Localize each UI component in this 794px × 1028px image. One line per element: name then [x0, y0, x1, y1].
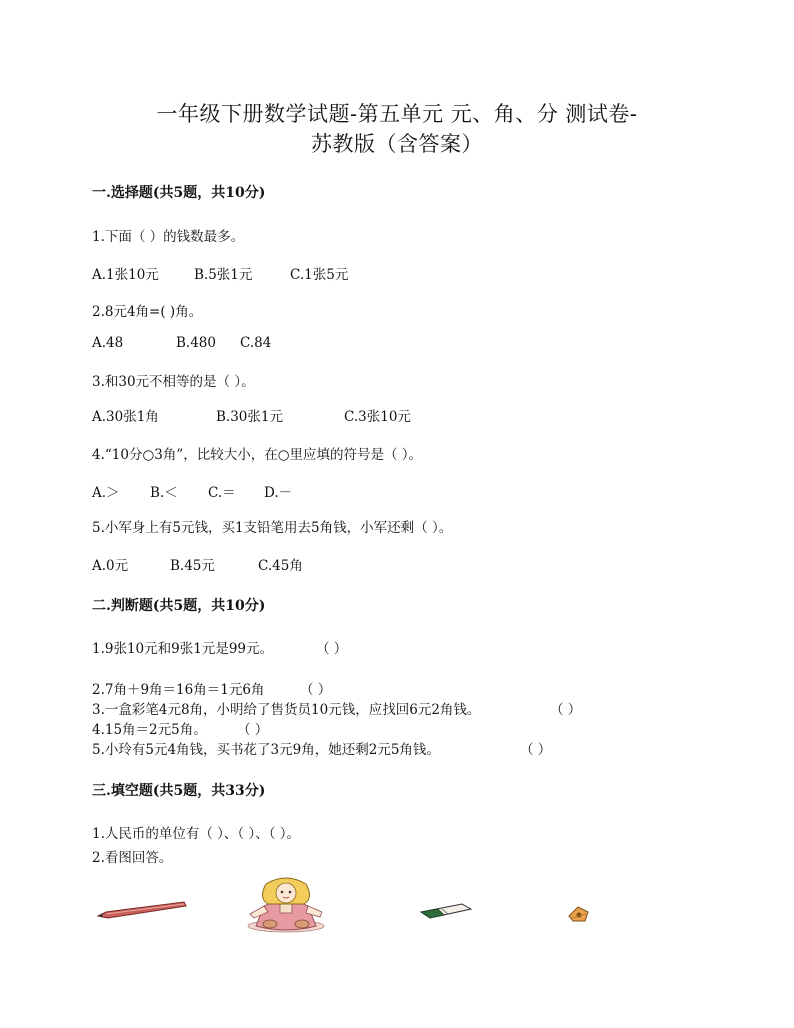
option-c[interactable]: C.＝ [208, 485, 236, 501]
option-a[interactable]: A.30张1角 [92, 409, 159, 425]
judge-answer-blank-2[interactable]: （ ） [300, 682, 332, 698]
judge-question-5: 5.小玲有5元4角钱，买书花了3元9角，她还剩2元5角钱。 [92, 742, 440, 758]
choice-options-1 [92, 263, 348, 283]
option-a[interactable]: A.48 [92, 335, 124, 351]
choice-question-4: 4.“10分○3角”，比较大小，在○里应填的符号是（ ）。 [92, 447, 423, 463]
judge-answer-blank-5[interactable]: （ ） [520, 742, 552, 758]
option-b[interactable]: B.5张1元 [194, 267, 253, 283]
judge-question-4: 4.15角＝2元5角。 [92, 722, 207, 738]
option-b[interactable]: B.480 [176, 335, 216, 351]
fill-question-2: 2.看图回答。 [92, 850, 173, 866]
judge-answer-blank-3[interactable]: （ ） [550, 702, 582, 718]
choice-question-1: 1.下面（ ）的钱数最多。 [92, 229, 245, 245]
option-b[interactable]: B.45元 [170, 558, 215, 574]
option-c[interactable]: C.1张5元 [290, 267, 349, 283]
choice-question-3: 3.和30元不相等的是（ ）。 [92, 374, 255, 390]
choice-options-5 [92, 554, 303, 574]
judge-question-2: 2.7角＋9角＝16角＝1元6角 [92, 682, 265, 698]
option-a[interactable]: A.1张10元 [92, 267, 159, 283]
choice-question-5: 5.小军身上有5元钱，买1支铅笔用去5角钱，小军还剩（ ）。 [92, 520, 453, 536]
option-d[interactable]: D.－ [264, 485, 293, 501]
section-heading-fill: 三.填空题(共5题，共33分) [92, 783, 266, 799]
judge-question-1: 1.9张10元和9张1元是99元。 [92, 641, 274, 657]
page-title-line2: 苏教版（含答案） [311, 132, 483, 156]
option-a[interactable]: A.0元 [92, 558, 129, 574]
option-b[interactable]: B.＜ [150, 485, 178, 501]
choice-options-3 [92, 405, 411, 425]
judge-answer-blank-4[interactable]: （ ） [237, 722, 269, 738]
doll-icon [240, 876, 332, 934]
choice-question-2: 2.8元4角=( )角。 [92, 304, 203, 320]
option-a[interactable]: A.＞ [92, 485, 120, 501]
judge-answer-blank-1[interactable]: （ ） [316, 641, 348, 657]
pencil-icon [96, 898, 188, 922]
page-title-line1: 一年级下册数学试题-第五单元 元、角、分 测试卷- [156, 102, 638, 126]
option-b[interactable]: B.30张1元 [216, 409, 283, 425]
judge-question-3: 3.一盒彩笔4元8角，小明给了售货员10元钱，应找回6元2角钱。 [92, 702, 481, 718]
option-c[interactable]: C.84 [240, 335, 272, 351]
option-c[interactable]: C.45角 [258, 558, 303, 574]
sharpener-icon [566, 904, 592, 924]
fill-question-1: 1.人民币的单位有（ ）、（ ）、（ ）。 [92, 826, 301, 842]
section-heading-judge: 二.判断题(共5题，共10分) [92, 598, 266, 614]
choice-options-2 [92, 335, 271, 351]
choice-options-4 [92, 481, 292, 501]
option-c[interactable]: C.3张10元 [344, 409, 411, 425]
section-heading-choice: 一.选择题(共5题，共10分) [92, 185, 266, 201]
eraser-icon [418, 902, 474, 920]
